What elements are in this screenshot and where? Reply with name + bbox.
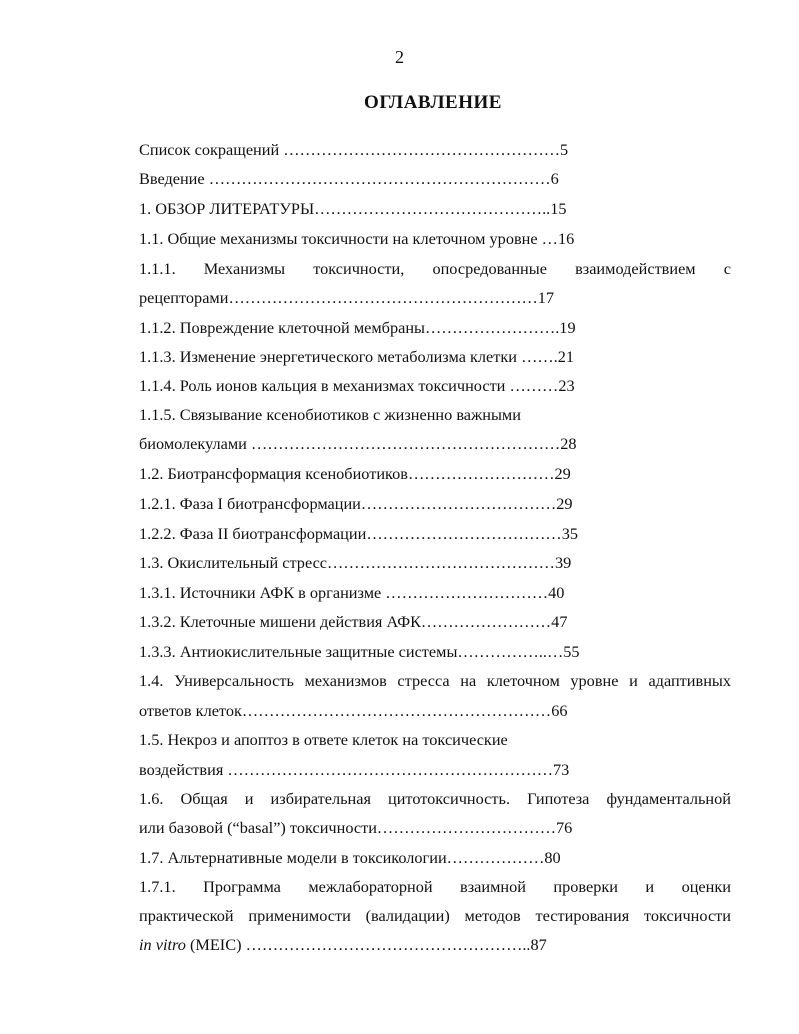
toc-entry: 1.5. Некроз и апоптоз в ответе клеток на токсические: [139, 730, 508, 749]
page-title: ОГЛАВЛЕНИЕ: [364, 92, 502, 113]
toc-entry: 1.1.1. Механизмы токсичности, опосредованные взаимодействием с: [139, 259, 731, 278]
toc-entry: 1.7. Альтернативные модели в токсикологии………………80: [139, 848, 561, 867]
toc-entry: Список сокращений ……………………………………………5: [139, 140, 569, 159]
toc-entry-continuation: воздействия ……………………………………………………73: [139, 760, 570, 779]
toc-entry: 1.4. Универсальность механизмов стресса на клеточном уровне и адаптивных: [139, 671, 731, 690]
toc-entry: Введение ………………………………………………………6: [139, 169, 559, 188]
toc-entry: 1.6. Общая и избирательная цитотоксичность. Гипотеза фундаментальной: [139, 789, 731, 808]
toc-entry: 1.3.1. Источники АФК в организме …………………………40: [139, 583, 565, 602]
page-number: 2: [395, 47, 404, 67]
toc-entry: 1.3.2. Клеточные мишени действия АФК……………………47: [139, 612, 568, 631]
toc-entry: 1.1.2. Повреждение клеточной мембраны…………………….19: [139, 318, 576, 337]
toc-italic-term: in vitro: [139, 935, 186, 954]
toc-entry: 1.1.3. Изменение энергетического метаболизма клетки …….21: [139, 347, 574, 366]
toc-entry-continuation: практической применимости (валидации) методов тестирования токсичности: [139, 906, 731, 925]
toc-entry-continuation: или базовой (“basal”) токсичности……………………………76: [139, 818, 573, 837]
toc-entry: 1.1.5. Связывание ксенобиотиков с жизненно важными: [139, 405, 521, 424]
toc-entry-continuation: ответов клеток…………………………………………………66: [139, 701, 568, 720]
toc-entry: 1.2.1. Фаза I биотрансформации………………………………29: [139, 494, 573, 513]
toc-entry: 1.7.1. Программа межлабораторной взаимной проверки и оценки: [139, 877, 731, 896]
toc-entry: 1.1. Общие механизмы токсичности на клеточном уровне …16: [139, 229, 575, 248]
toc-entry: 1.2.2. Фаза II биотрансформации………………………………35: [139, 524, 578, 543]
toc-entry-continuation: биомолекулами …………………………………………………28: [139, 434, 577, 453]
toc-entry: 1. ОБЗОР ЛИТЕРАТУРЫ……………………………………..15: [139, 199, 567, 218]
toc-entry-text: (MEIC) ……………………………………………..87: [185, 935, 547, 954]
toc-entry-continuation: [139, 932, 547, 958]
toc-entry: 1.2. Биотрансформация ксенобиотиков………………………29: [139, 464, 571, 483]
toc-entry: 1.3. Окислительный стресс……………………………………39: [139, 553, 572, 572]
toc-entry-continuation: рецепторами…………………………………………………17: [139, 288, 555, 307]
toc-entry: 1.1.4. Роль ионов кальция в механизмах токсичности ………23: [139, 376, 575, 395]
toc-entry: 1.3.3. Антиокислительные защитные системы……………..…55: [139, 642, 580, 661]
